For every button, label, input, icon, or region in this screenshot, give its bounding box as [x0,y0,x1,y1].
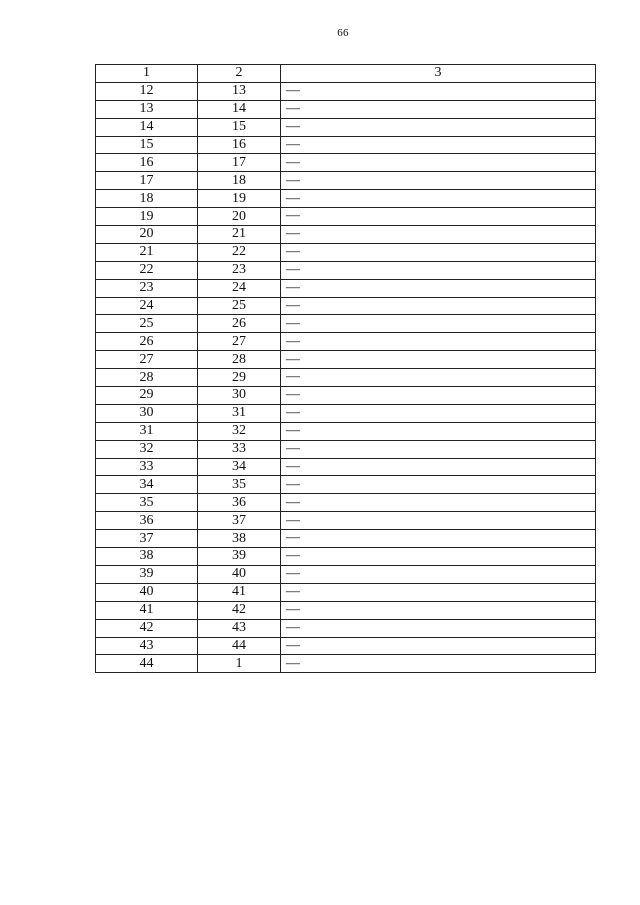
dash-mark: — [286,405,300,421]
cell-col-3 [281,261,596,279]
cell-col-3 [281,548,596,566]
page-number: 66 [337,27,349,39]
cell-col-2: 24 [198,279,281,297]
cell-col-2: 39 [198,548,281,566]
column-header-2: 2 [198,65,281,83]
dash-mark: — [286,602,300,618]
cell-col-2: 27 [198,333,281,351]
dash-mark: — [286,637,300,653]
dash-mark: — [286,476,300,492]
table-row [96,82,596,100]
table-row [96,136,596,154]
cell-col-2: 31 [198,404,281,422]
table-row [96,279,596,297]
dash-mark: — [286,262,300,278]
table-row [96,369,596,387]
dash-mark: — [286,101,300,117]
cell-col-1: 44 [96,655,198,673]
table-row [96,208,596,226]
cell-col-2: 38 [198,530,281,548]
cell-col-1: 36 [96,512,198,530]
cell-col-2: 22 [198,243,281,261]
cell-col-2: 23 [198,261,281,279]
column-header-1: 1 [96,65,198,83]
table-row [96,226,596,244]
cell-col-2: 44 [198,637,281,655]
dash-mark: — [286,441,300,457]
cell-col-3 [281,136,596,154]
cell-col-2: 14 [198,100,281,118]
cell-col-3 [281,476,596,494]
cell-col-2: 16 [198,136,281,154]
cell-col-1: 24 [96,297,198,315]
cell-col-3 [281,243,596,261]
cell-col-3 [281,440,596,458]
cell-col-1: 12 [96,82,198,100]
table-header-row [96,65,596,83]
dash-mark: — [286,584,300,600]
table-row [96,440,596,458]
cell-col-1: 40 [96,583,198,601]
dash-mark: — [286,530,300,546]
dash-mark: — [286,351,300,367]
table-row [96,190,596,208]
cell-col-2: 20 [198,208,281,226]
cell-col-2: 30 [198,387,281,405]
cell-col-3 [281,565,596,583]
table-row [96,548,596,566]
cell-col-1: 13 [96,100,198,118]
dash-mark: — [286,566,300,582]
cell-col-3 [281,512,596,530]
dash-mark: — [286,423,300,439]
table-row [96,601,596,619]
cell-col-3 [281,82,596,100]
cell-col-1: 26 [96,333,198,351]
cell-col-2: 18 [198,172,281,190]
cell-col-3 [281,404,596,422]
table-row [96,512,596,530]
cell-col-1: 16 [96,154,198,172]
cell-col-2: 26 [198,315,281,333]
cell-col-3 [281,226,596,244]
cell-col-3 [281,315,596,333]
dash-mark: — [286,244,300,260]
dash-mark: — [286,83,300,99]
cell-col-1: 14 [96,118,198,136]
cell-col-2: 1 [198,655,281,673]
cell-col-3 [281,369,596,387]
cell-col-2: 35 [198,476,281,494]
table-row [96,315,596,333]
cell-col-3 [281,619,596,637]
cell-col-2: 32 [198,422,281,440]
cell-col-3 [281,387,596,405]
dash-mark: — [286,119,300,134]
table-row [96,655,596,673]
dash-mark: — [286,387,300,403]
cell-col-3 [281,100,596,118]
cell-col-1: 19 [96,208,198,226]
table-body [96,82,596,672]
cell-col-2: 19 [198,190,281,208]
cell-col-1: 31 [96,422,198,440]
cell-col-3 [281,279,596,297]
cell-col-1: 39 [96,565,198,583]
dash-mark: — [286,315,300,331]
dash-mark: — [286,190,300,206]
dash-mark: — [286,208,300,224]
table-row [96,387,596,405]
dash-mark: — [286,172,300,188]
cell-col-3 [281,655,596,673]
cell-col-1: 38 [96,548,198,566]
cell-col-2: 13 [198,82,281,100]
cell-col-3 [281,154,596,172]
cell-col-3 [281,208,596,226]
dash-mark: — [286,655,300,671]
cell-col-3 [281,351,596,369]
cell-col-1: 17 [96,172,198,190]
cell-col-1: 41 [96,601,198,619]
cell-col-2: 41 [198,583,281,601]
table-row [96,172,596,190]
cell-col-2: 15 [198,118,281,136]
table-row [96,494,596,512]
table-row [96,637,596,655]
dash-mark: — [286,458,300,474]
cell-col-3 [281,172,596,190]
cell-col-1: 27 [96,351,198,369]
dash-mark: — [286,494,300,510]
cell-col-2: 25 [198,297,281,315]
cell-col-1: 43 [96,637,198,655]
cell-col-1: 28 [96,369,198,387]
cell-col-1: 15 [96,136,198,154]
table-row [96,351,596,369]
dash-mark: — [286,280,300,296]
cell-col-3 [281,458,596,476]
dash-mark: — [286,136,300,152]
data-table [95,64,596,673]
cell-col-2: 37 [198,512,281,530]
table-row [96,476,596,494]
table-row [96,261,596,279]
dash-mark: — [286,226,300,242]
dash-mark: — [286,154,300,170]
cell-col-2: 34 [198,458,281,476]
cell-col-3 [281,297,596,315]
table-row [96,243,596,261]
cell-col-1: 21 [96,243,198,261]
dash-mark: — [286,548,300,564]
cell-col-2: 28 [198,351,281,369]
cell-col-2: 17 [198,154,281,172]
table-row [96,297,596,315]
cell-col-2: 29 [198,369,281,387]
table-row [96,118,596,136]
cell-col-1: 22 [96,261,198,279]
table-row [96,422,596,440]
cell-col-1: 42 [96,619,198,637]
cell-col-3 [281,583,596,601]
cell-col-1: 37 [96,530,198,548]
cell-col-1: 35 [96,494,198,512]
table-row [96,458,596,476]
cell-col-3 [281,118,596,136]
table-row [96,565,596,583]
cell-col-3 [281,530,596,548]
cell-col-3 [281,601,596,619]
dash-mark: — [286,512,300,528]
cell-col-2: 33 [198,440,281,458]
dash-mark: — [286,297,300,313]
cell-col-1: 23 [96,279,198,297]
cell-col-3 [281,422,596,440]
cell-col-3 [281,333,596,351]
cell-col-1: 33 [96,458,198,476]
table-row [96,333,596,351]
dash-mark: — [286,333,300,349]
cell-col-1: 30 [96,404,198,422]
cell-col-1: 25 [96,315,198,333]
table-row [96,530,596,548]
cell-col-1: 20 [96,226,198,244]
cell-col-2: 43 [198,619,281,637]
cell-col-2: 40 [198,565,281,583]
dash-mark: — [286,369,300,385]
cell-col-3 [281,494,596,512]
cell-col-1: 29 [96,387,198,405]
table-row [96,619,596,637]
cell-col-2: 21 [198,226,281,244]
cell-col-2: 42 [198,601,281,619]
cell-col-1: 34 [96,476,198,494]
cell-col-3 [281,190,596,208]
column-header-3: 3 [281,65,596,83]
table-row [96,100,596,118]
cell-col-3 [281,637,596,655]
table-row [96,154,596,172]
table-row [96,583,596,601]
cell-col-1: 32 [96,440,198,458]
cell-col-1: 18 [96,190,198,208]
dash-mark: — [286,619,300,635]
table-row [96,404,596,422]
cell-col-2: 36 [198,494,281,512]
